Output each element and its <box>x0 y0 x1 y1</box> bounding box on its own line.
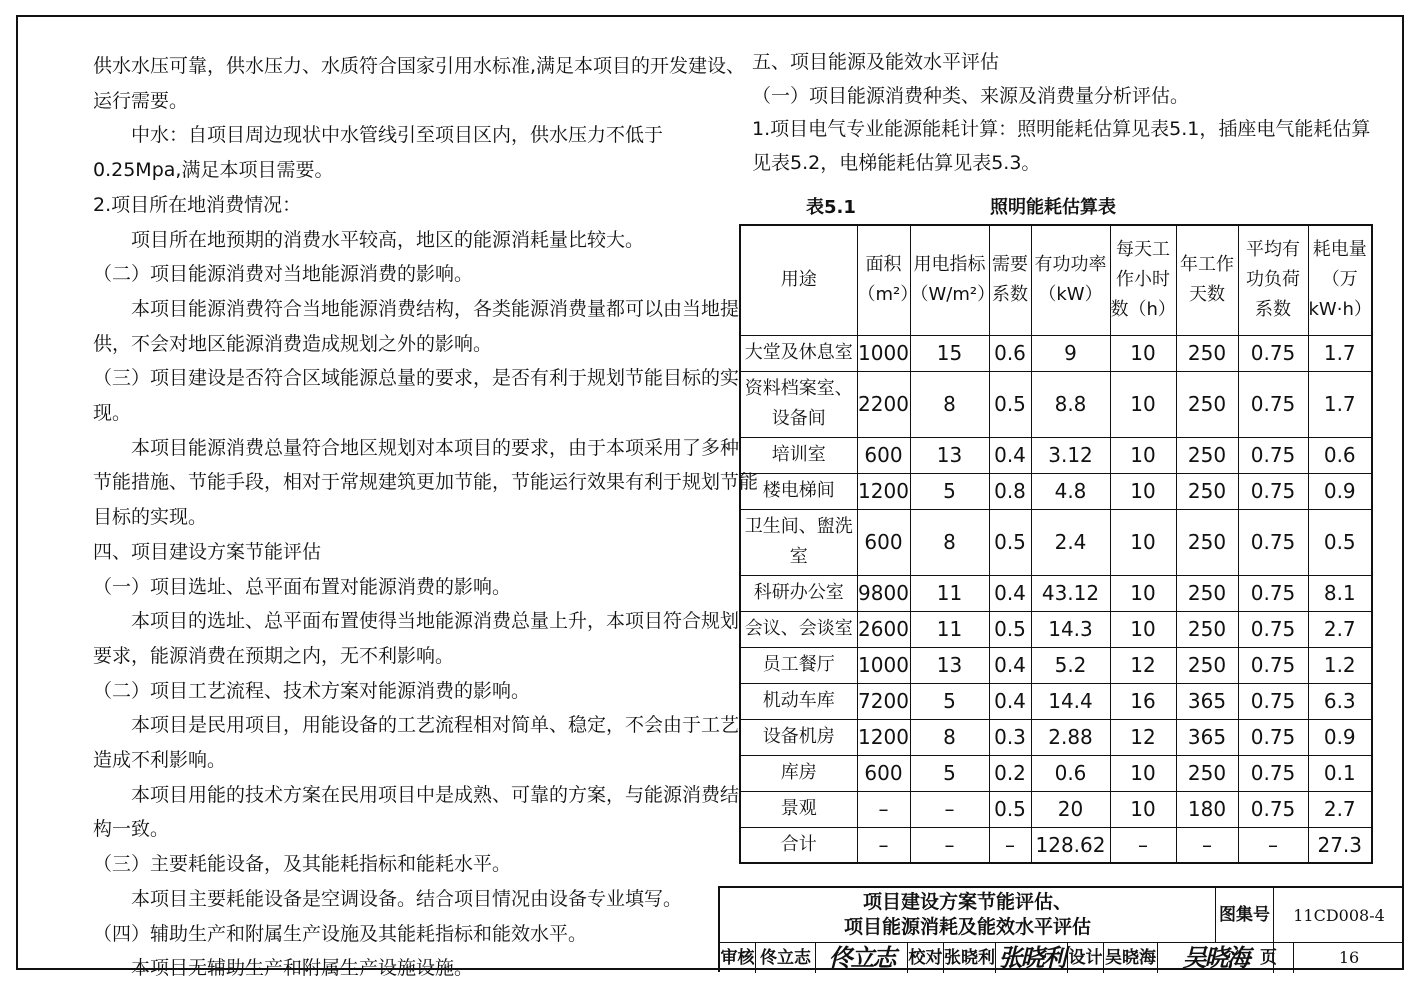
right-text-line: 见表5.2，电梯能耗估算见表5.3。 <box>752 151 1041 174</box>
table-cell: 6.3 <box>1308 683 1372 719</box>
table-cell: 8 <box>910 371 989 437</box>
table-row <box>740 719 1372 755</box>
table-cell: 10 <box>1110 755 1176 791</box>
table-cell: 0.5 <box>989 611 1031 647</box>
table-cell: 27.3 <box>1308 827 1372 863</box>
table-cell: 0.75 <box>1238 509 1308 575</box>
column-header: 用电指标（W/m²） <box>910 225 989 335</box>
right-text-line: 1.项目电气专业能源能耗计算：照明能耗估算见表5.1，插座电气能耗估算 <box>752 118 1371 140</box>
left-text-line: 节能措施、节能手段，相对于常规建筑更加节能，节能运行效果有利于规划节能 <box>93 471 759 494</box>
table-cell: – <box>910 791 989 827</box>
table-cell: 9 <box>1031 335 1110 371</box>
table-cell: 0.75 <box>1238 647 1308 683</box>
table-cell: 5 <box>910 755 989 791</box>
table-cell: 13 <box>910 437 989 473</box>
table-row <box>740 371 1372 437</box>
row-label: 机动车库 <box>740 683 857 719</box>
review-label: 审核 <box>720 943 756 973</box>
left-text-line: （三）项目建设是否符合区域能源总量的要求，是否有利于规划节能目标的实 <box>93 367 740 390</box>
table-cell: 250 <box>1176 575 1238 611</box>
table-cell: 250 <box>1176 755 1238 791</box>
column-header: 用途 <box>740 225 857 335</box>
table-cell: – <box>1176 827 1238 863</box>
row-label: 会议、会谈室 <box>740 611 857 647</box>
column-header: 年工作天数 <box>1176 225 1238 335</box>
left-text-line: （四）辅助生产和附属生产设施及其能耗指标和能效水平。 <box>93 922 588 945</box>
checker-name: 张晓利 <box>944 943 996 973</box>
table-cell: 8 <box>910 509 989 575</box>
column-header: 有功功率（kW） <box>1031 225 1110 335</box>
table-cell: 0.4 <box>989 647 1031 683</box>
table-cell: 0.9 <box>1308 473 1372 509</box>
table-cell: 15 <box>910 335 989 371</box>
table-row <box>740 473 1372 509</box>
check-label: 校对 <box>908 943 944 973</box>
table-cell: 10 <box>1110 371 1176 437</box>
table-cell: 2200 <box>857 371 910 437</box>
left-text-line: 现。 <box>93 402 132 425</box>
page-number: 16 <box>1338 948 1360 967</box>
table-row <box>740 335 1372 371</box>
table-cell: 10 <box>1110 473 1176 509</box>
row-label: 员工餐厅 <box>740 647 857 683</box>
table-row <box>740 509 1372 575</box>
left-text-line: 项目所在地预期的消费水平较高，地区的能源消耗量比较大。 <box>93 228 645 251</box>
left-text-line: 供水水压可靠，供水压力、水质符合国家引用水标准,满足本项目的开发建设、 <box>93 55 746 77</box>
left-text-line: （二）项目能源消费对当地能源消费的影响。 <box>93 263 474 286</box>
table-cell: 0.75 <box>1238 719 1308 755</box>
table-cell: 0.5 <box>989 371 1031 437</box>
column-header: 平均有功负荷系数 <box>1238 225 1308 335</box>
table-cell: 250 <box>1176 509 1238 575</box>
row-label: 合计 <box>740 827 857 863</box>
table-cell: 250 <box>1176 437 1238 473</box>
column-header: 耗电量（万kW·h） <box>1308 225 1372 335</box>
table-cell: 12 <box>1110 647 1176 683</box>
atlas-label: 图集号 <box>1216 888 1274 943</box>
table-cell: 128.62 <box>1031 827 1110 863</box>
table-cell: 0.75 <box>1238 791 1308 827</box>
table-cell: 0.4 <box>989 575 1031 611</box>
table-cell: 10 <box>1110 611 1176 647</box>
table-cell: 250 <box>1176 611 1238 647</box>
table-cell: 10 <box>1110 575 1176 611</box>
table-cell: – <box>1110 827 1176 863</box>
table-cell: 5 <box>910 473 989 509</box>
designer-signature: 吴晓海 <box>1158 943 1274 973</box>
table-row <box>740 611 1372 647</box>
table-cell: 0.6 <box>1308 437 1372 473</box>
table-cell: 14.4 <box>1031 683 1110 719</box>
table-cell: 10 <box>1110 335 1176 371</box>
table-row <box>740 575 1372 611</box>
left-text-line: 本项目能源消费符合当地能源消费结构，各类能源消费量都可以由当地提 <box>93 297 740 320</box>
table-cell: 5 <box>910 683 989 719</box>
table-cell: 11 <box>910 611 989 647</box>
table-cell: 0.6 <box>989 335 1031 371</box>
row-label: 景观 <box>740 791 857 827</box>
row-label: 培训室 <box>740 437 857 473</box>
table-cell: 0.75 <box>1238 755 1308 791</box>
table-cell: 5.2 <box>1031 647 1110 683</box>
table-cell: 14.3 <box>1031 611 1110 647</box>
table-cell: 2.7 <box>1308 791 1372 827</box>
design-label: 设计 <box>1068 943 1104 973</box>
left-text-line: 构一致。 <box>93 818 170 841</box>
table-cell: – <box>989 827 1031 863</box>
table-cell: 0.4 <box>989 683 1031 719</box>
table-cell: 1200 <box>857 719 910 755</box>
table-cell: 11 <box>910 575 989 611</box>
left-text-line: 供，不会对地区能源消费造成规划之外的影响。 <box>93 332 493 355</box>
table-cell: 1000 <box>857 335 910 371</box>
table-cell: 10 <box>1110 437 1176 473</box>
table-cell: 250 <box>1176 371 1238 437</box>
table-cell: – <box>1238 827 1308 863</box>
table-row <box>740 683 1372 719</box>
table-cell: 0.4 <box>989 437 1031 473</box>
table-row <box>740 827 1372 863</box>
table-cell: 2600 <box>857 611 910 647</box>
table-cell: 365 <box>1176 683 1238 719</box>
row-label: 资料档案室、设备间 <box>740 371 857 437</box>
table-cell: – <box>857 827 910 863</box>
row-label: 科研办公室 <box>740 575 857 611</box>
table-cell: 8.1 <box>1308 575 1372 611</box>
table-cell: 600 <box>857 755 910 791</box>
table-cell: 250 <box>1176 647 1238 683</box>
reviewer-name: 佟立志 <box>756 943 816 973</box>
table-cell: 0.75 <box>1238 611 1308 647</box>
table-cell: 1.7 <box>1308 371 1372 437</box>
table-cell: 0.75 <box>1238 575 1308 611</box>
table-cell: 0.5 <box>989 791 1031 827</box>
left-text-line: 本项目用能的技术方案在民用项目中是成熟、可靠的方案，与能源消费结 <box>93 783 740 806</box>
table-cell: 1200 <box>857 473 910 509</box>
table-number: 表5.1 <box>806 197 856 218</box>
table-cell: 10 <box>1110 791 1176 827</box>
title-block <box>718 886 1404 972</box>
table-cell: 20 <box>1031 791 1110 827</box>
left-text-line: （一）项目选址、总平面布置对能源消费的影响。 <box>93 575 512 598</box>
table-cell: 600 <box>857 509 910 575</box>
left-text-line: 四、项目建设方案节能评估 <box>93 540 322 563</box>
table-cell: 1.2 <box>1308 647 1372 683</box>
table-cell: 43.12 <box>1031 575 1110 611</box>
table-row <box>740 437 1372 473</box>
table-cell: 0.75 <box>1238 437 1308 473</box>
left-text-line: （三）主要耗能设备，及其能耗指标和能耗水平。 <box>93 853 512 876</box>
table-cell: 1.7 <box>1308 335 1372 371</box>
table-cell: 7200 <box>857 683 910 719</box>
table-cell: 0.8 <box>989 473 1031 509</box>
left-text-line: 运行需要。 <box>93 89 189 112</box>
table-row <box>740 647 1372 683</box>
title-line-1: 项目建设方案节能评估、 <box>862 891 1072 913</box>
left-text-line: （二）项目工艺流程、技术方案对能源消费的影响。 <box>93 679 531 702</box>
table-cell: 2.7 <box>1308 611 1372 647</box>
table-cell: 16 <box>1110 683 1176 719</box>
table-cell: – <box>910 827 989 863</box>
table-cell: 0.6 <box>1031 755 1110 791</box>
table-cell: 12 <box>1110 719 1176 755</box>
row-label: 大堂及休息室 <box>740 335 857 371</box>
row-label: 楼电梯间 <box>740 473 857 509</box>
table-cell: 180 <box>1176 791 1238 827</box>
row-label: 卫生间、盥洗室 <box>740 509 857 575</box>
table-cell: 0.9 <box>1308 719 1372 755</box>
table-cell: 2.4 <box>1031 509 1110 575</box>
column-header: 需要系数 <box>989 225 1031 335</box>
right-text-line: （一）项目能源消费种类、来源及消费量分析评估。 <box>752 84 1190 107</box>
lighting-energy-table <box>739 224 1373 864</box>
left-text-line: 造成不利影响。 <box>93 749 227 772</box>
row-label: 设备机房 <box>740 719 857 755</box>
left-text-line: 本项目是民用项目，用能设备的工艺流程相对简单、稳定，不会由于工艺 <box>93 714 740 737</box>
table-cell: 0.75 <box>1238 371 1308 437</box>
table-cell: 0.5 <box>989 509 1031 575</box>
title-line-2: 项目能源消耗及能效水平评估 <box>843 916 1091 938</box>
column-header: 面积（m²） <box>857 225 910 335</box>
table-cell: 13 <box>910 647 989 683</box>
table-cell: 4.8 <box>1031 473 1110 509</box>
left-text-line: 中水：自项目周边现状中水管线引至项目区内，供水压力不低于 <box>93 124 664 147</box>
table-cell: 9800 <box>857 575 910 611</box>
table-cell: 0.1 <box>1308 755 1372 791</box>
table-cell: 0.75 <box>1238 473 1308 509</box>
left-text-line: 本项目主要耗能设备是空调设备。结合项目情况由设备专业填写。 <box>93 887 683 910</box>
left-text-line: 2.项目所在地消费情况： <box>93 193 302 216</box>
left-text-line: 0.25Mpa,满足本项目需要。 <box>93 159 334 182</box>
row-label: 库房 <box>740 755 857 791</box>
table-cell: 250 <box>1176 473 1238 509</box>
table-cell: 10 <box>1110 509 1176 575</box>
designer-name: 吴晓海 <box>1104 943 1158 973</box>
atlas-number: 11CD008-4 <box>1274 888 1404 943</box>
table-cell: 0.5 <box>1308 509 1372 575</box>
table-title: 照明能耗估算表 <box>990 197 1116 218</box>
table-cell: 8.8 <box>1031 371 1110 437</box>
table-cell: 250 <box>1176 335 1238 371</box>
table-cell: 0.3 <box>989 719 1031 755</box>
table-cell: 0.2 <box>989 755 1031 791</box>
left-text-line: 要求，能源消费在预期之内，无不利影响。 <box>93 644 455 667</box>
page-label: 页 <box>1244 943 1294 973</box>
table-cell: 3.12 <box>1031 437 1110 473</box>
table-cell: – <box>857 791 910 827</box>
right-text-line: 五、项目能源及能效水平评估 <box>752 51 1000 73</box>
left-text-line: 本项目能源消费总量符合地区规划对本项目的要求，由于本项采用了多种 <box>93 436 740 459</box>
table-cell: 8 <box>910 719 989 755</box>
table-row <box>740 755 1372 791</box>
left-text-line: 目标的实现。 <box>93 506 208 529</box>
table-cell: 365 <box>1176 719 1238 755</box>
table-cell: 0.75 <box>1238 683 1308 719</box>
column-header: 每天工作小时数（h） <box>1110 225 1176 335</box>
reviewer-signature: 佟立志 <box>816 943 908 973</box>
table-row <box>740 791 1372 827</box>
left-text-line: 本项目无辅助生产和附属生产设施设施。 <box>93 957 474 980</box>
title-block-title <box>720 888 1216 943</box>
right-text-column <box>752 46 1392 180</box>
table-cell: 600 <box>857 437 910 473</box>
table-cell: 0.75 <box>1238 335 1308 371</box>
table-cell: 1000 <box>857 647 910 683</box>
checker-signature: 张晓利 <box>996 943 1068 973</box>
table-cell: 2.88 <box>1031 719 1110 755</box>
left-text-line: 本项目的选址、总平面布置使得当地能源消费总量上升，本项目符合规划 <box>93 610 740 633</box>
